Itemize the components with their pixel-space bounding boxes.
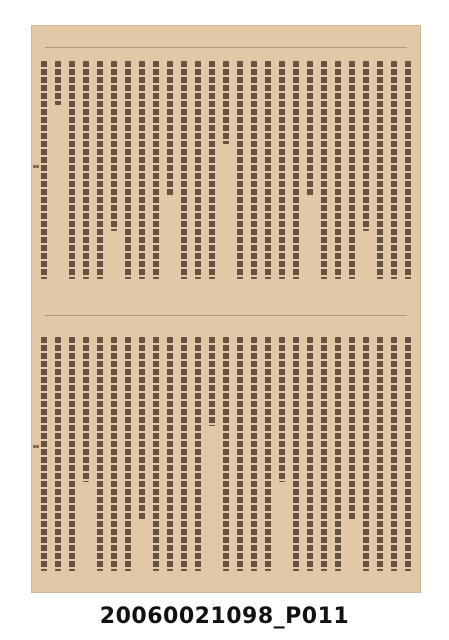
text-column [349,61,355,279]
text-column [307,337,313,571]
text-column [111,337,117,571]
top-rule [45,47,407,48]
text-column [209,337,215,426]
text-column [293,337,299,571]
text-column [279,61,285,279]
text-column [237,61,243,279]
text-column [41,337,47,571]
text-column [69,61,75,279]
text-column [111,61,117,231]
text-column [139,61,145,279]
text-column [293,61,299,279]
text-column [251,337,257,571]
text-column [405,337,411,571]
text-column [279,337,285,482]
text-column [251,61,257,279]
binding-hole-mark [33,445,39,448]
text-column [321,337,327,571]
text-column [237,337,243,571]
text-column [83,61,89,279]
text-column [167,337,173,571]
text-column [97,337,103,571]
text-column [195,61,201,279]
lower-text-block [41,337,411,571]
archive-id-caption: 20060021098_P011 [99,604,350,629]
text-column [55,61,61,105]
text-column [181,61,187,279]
binding-hole-mark [33,165,39,168]
text-column [153,337,159,571]
text-column [335,337,341,571]
text-column [377,337,383,571]
text-column [223,337,229,571]
text-column [377,61,383,279]
text-column [153,61,159,279]
document-page [31,25,421,593]
text-column [181,337,187,571]
text-column [363,61,369,231]
text-column [405,61,411,279]
text-column [167,61,173,196]
text-column [55,337,61,571]
text-column [363,337,369,571]
text-column [391,61,397,279]
text-column [195,337,201,571]
text-column [265,61,271,279]
text-column [223,61,229,144]
text-column [125,337,131,571]
text-column [349,337,355,520]
text-column [83,337,89,482]
text-column [97,61,103,279]
upper-text-block [41,61,411,279]
text-column [209,61,215,279]
text-column [335,61,341,279]
text-column [41,61,47,279]
text-column [69,337,75,571]
text-column [307,61,313,196]
text-column [265,337,271,571]
text-column [321,61,327,279]
text-column [125,61,131,279]
text-column [139,337,145,520]
text-column [391,337,397,571]
middle-rule [45,315,407,316]
